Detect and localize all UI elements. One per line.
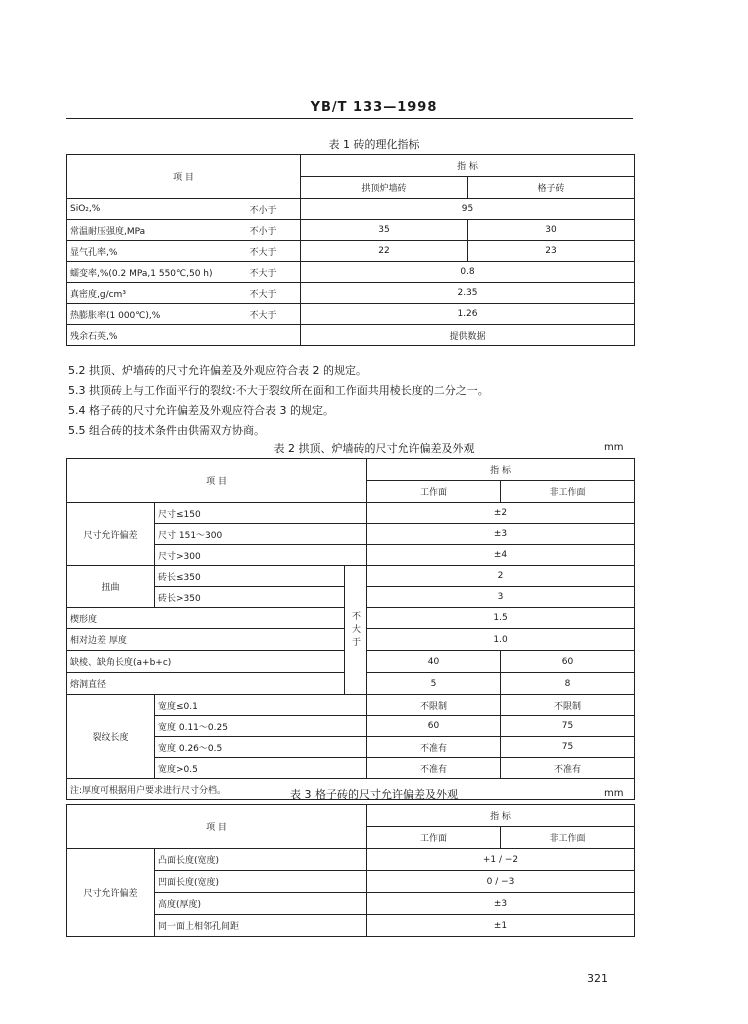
table1-row-item: 显气孔率,% [67, 241, 247, 262]
table2-hole-item: 熔洞直径 [67, 673, 345, 695]
page-number: 321 [587, 972, 608, 985]
table2-twist-group: 扭曲 [67, 566, 155, 608]
table1-row-cond: 不小于 [247, 220, 301, 241]
table1-row-item: 蠕变率,%(0.2 MPa,1 550℃,50 h) [67, 262, 247, 283]
table2-not-exceed: 不大于 [345, 566, 367, 695]
paragraph-5-2: 5.2 拱顶、炉墙砖的尺寸允许偏差及外观应符合表 2 的规定。 [68, 364, 367, 377]
table2-crack-sub: 宽度 0.11～0.25 [155, 716, 367, 737]
table1 [66, 154, 635, 346]
table2-twist-val: 3 [367, 587, 635, 608]
paragraph-5-3: 5.3 拱顶砖上与工作面平行的裂纹:不大于裂纹所在面和工作面共用棱长度的二分之一。 [68, 384, 489, 397]
table2-twist-sub: 砖长≤350 [155, 566, 345, 587]
table3-sub: 同一面上相邻孔间距 [155, 915, 367, 937]
table2-note: 注:厚度可根据用户要求进行尺寸分档。 [67, 779, 635, 800]
table2-twist-sub: 砖长>350 [155, 587, 345, 608]
table2-wedge-val: 1.5 [367, 608, 635, 629]
table2-head-item: 项 目 [67, 459, 367, 503]
table2-dim-val: ±2 [367, 503, 635, 524]
table3-val: +1 / −2 [367, 849, 635, 871]
table3-group: 尺寸允许偏差 [67, 849, 155, 937]
table1-row-item: 常温耐压强度,MPa [67, 220, 247, 241]
table2-col-a: 工作面 [367, 481, 501, 503]
table2-dim-group: 尺寸允许偏差 [67, 503, 155, 566]
table2-crack-sub: 宽度≤0.1 [155, 695, 367, 716]
table2-edge-item: 缺棱、缺角长度(a+b+c) [67, 651, 345, 673]
table3-sub: 凸面长度(宽度) [155, 849, 367, 871]
table3-col-b: 非工作面 [501, 827, 635, 849]
table2-crack-b: 75 [501, 737, 635, 758]
table1-head-index: 指 标 [301, 155, 635, 177]
table2-hole-b: 8 [501, 673, 635, 695]
standard-header: YB/T 133—1998 [310, 100, 438, 115]
table2-wedge-item: 楔形度 [67, 608, 345, 629]
table2-edge-a: 40 [367, 651, 501, 673]
table1-row-value-b: 30 [468, 220, 635, 241]
table1-row-value: 2.35 [301, 283, 635, 304]
table2-crack-group: 裂纹长度 [67, 695, 155, 779]
table2-relative-item: 相对边差 厚度 [67, 629, 345, 651]
table2-edge-b: 60 [501, 651, 635, 673]
table1-row-value-a: 35 [301, 220, 468, 241]
table2-twist-val: 2 [367, 566, 635, 587]
table2-dim-sub: 尺寸>300 [155, 545, 367, 566]
table2-dim-sub: 尺寸≤150 [155, 503, 367, 524]
table3-val: ±1 [367, 915, 635, 937]
table2-col-b: 非工作面 [501, 481, 635, 503]
table2-crack-sub: 宽度 0.26～0.5 [155, 737, 367, 758]
table1-row-value-a: 22 [301, 241, 468, 262]
paragraph-5-5: 5.5 组合砖的技术条件由供需双方协商。 [68, 424, 265, 437]
table2-hole-a: 5 [367, 673, 501, 695]
table2-crack-b: 不准有 [501, 758, 635, 779]
table1-row-value-b: 23 [468, 241, 635, 262]
table2-relative-val: 1.0 [367, 629, 635, 651]
table2-caption: 表 2 拱顶、炉墙砖的尺寸允许偏差及外观 [273, 442, 475, 455]
table3-unit: mm [604, 788, 624, 799]
table2-crack-a: 不限制 [367, 695, 501, 716]
table3-head-index: 指 标 [367, 805, 635, 827]
table3-head-item: 项 目 [67, 805, 367, 849]
table1-row-cond: 不大于 [247, 262, 301, 283]
table3-sub: 凹面长度(宽度) [155, 871, 367, 893]
table2-crack-sub: 宽度>0.5 [155, 758, 367, 779]
paragraph-5-4: 5.4 格子砖的尺寸允许偏差及外观应符合表 3 的规定。 [68, 404, 334, 417]
table1-row-cond: 不大于 [247, 304, 301, 325]
table2-crack-b: 75 [501, 716, 635, 737]
header-rule [66, 118, 633, 119]
table2 [66, 458, 635, 800]
table1-row-cond: 不小于 [247, 199, 301, 220]
table1-row-cond: 不大于 [247, 241, 301, 262]
table1-row-item: 热膨胀率(1 000℃),% [67, 304, 247, 325]
table3-col-a: 工作面 [367, 827, 501, 849]
table3-val: 0 / −3 [367, 871, 635, 893]
table1-head-item: 项 目 [67, 155, 301, 199]
table1-row-value: 1.26 [301, 304, 635, 325]
table2-unit: mm [604, 442, 624, 453]
table1-caption: 表 1 砖的理化指标 [328, 138, 420, 151]
table2-dim-val: ±4 [367, 545, 635, 566]
table2-crack-a: 60 [367, 716, 501, 737]
table1-col-b: 格子砖 [468, 177, 635, 199]
table2-dim-sub: 尺寸 151～300 [155, 524, 367, 545]
table2-crack-a: 不准有 [367, 758, 501, 779]
table1-row-cond [247, 325, 301, 346]
table1-row-item: 真密度,g/cm³ [67, 283, 247, 304]
table1-row-value: 0.8 [301, 262, 635, 283]
table1-row-item: 残余石英,% [67, 325, 247, 346]
table3-sub: 高度(厚度) [155, 893, 367, 915]
table3-val: ±3 [367, 893, 635, 915]
table2-head-index: 指 标 [367, 459, 635, 481]
table2-dim-val: ±3 [367, 524, 635, 545]
table1-row-value: 提供数据 [301, 325, 635, 346]
table3-caption: 表 3 格子砖的尺寸允许偏差及外观 [290, 788, 458, 801]
table2-crack-b: 不限制 [501, 695, 635, 716]
table1-row-item: SiO₂,% [67, 199, 247, 220]
table1-col-a: 拱顶炉墙砖 [301, 177, 468, 199]
table3 [66, 804, 635, 937]
table1-row-value: 95 [301, 199, 635, 220]
table1-row-cond: 不大于 [247, 283, 301, 304]
table2-crack-a: 不准有 [367, 737, 501, 758]
